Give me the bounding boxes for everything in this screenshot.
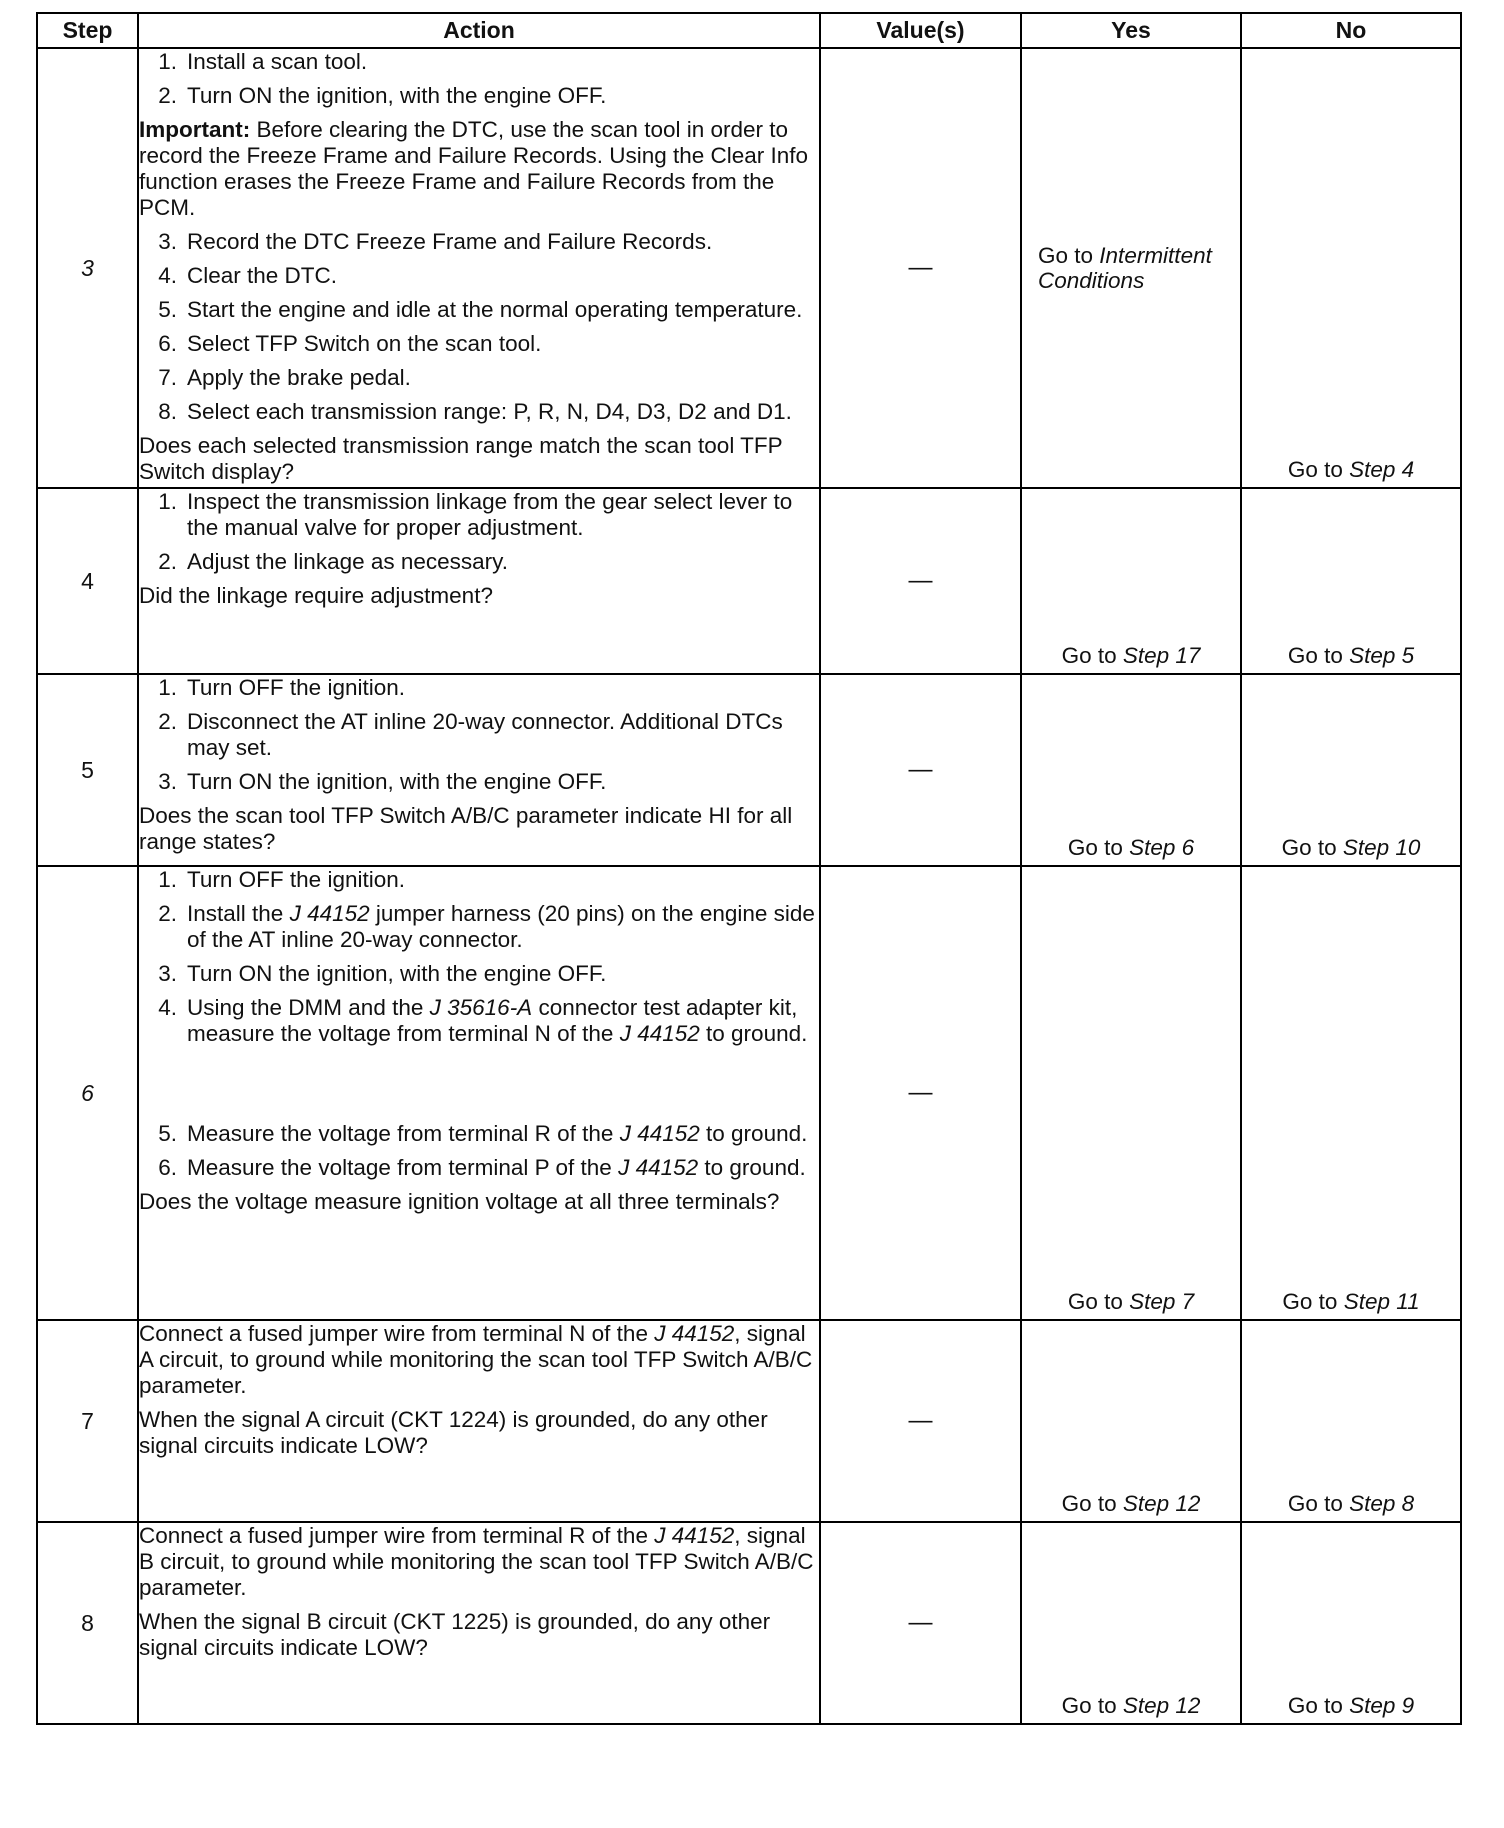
yes-outcome: Go to Step 12 [1061,1693,1201,1718]
action-cell [138,48,820,488]
list-item: 8. Select each transmission range: P, R, N, D4, D3, D2 and D1. [158,399,792,424]
table-row-step-3 [37,48,1461,488]
yes-outcome: Go to Step 17 [1061,643,1201,668]
action-cell [138,674,820,866]
list-item: 1. Install a scan tool. [158,49,368,74]
list-item: 4. Using the DMM and the J 35616-A connector test adapter kit, measure the voltage from terminal N of the J 44152 to ground. [158,995,808,1046]
yes-cell [1021,488,1241,674]
action-cell [138,1522,820,1724]
header-action: Action [138,13,820,48]
step-number: 3 [37,48,138,488]
no-outcome: Go to Step 4 [1287,457,1415,482]
table-row-step-5 [37,674,1461,866]
no-outcome: Go to Step 8 [1287,1491,1415,1516]
question: When the signal B circuit (CKT 1225) is grounded, do any other signal circuits indicate LOW? [139,1609,771,1660]
instruction: Connect a fused jumper wire from terminal R of the J 44152, signal B circuit, to ground while monitoring the scan tool TFP Switch A/B/C parameter. [139,1523,814,1600]
yes-cell [1021,48,1241,488]
list-item: 3. Record the DTC Freeze Frame and Failure Records. [158,229,713,254]
list-item: 2. Install the J 44152 jumper harness (20 pins) on the engine side of the AT inline 20-way connector. [158,901,815,952]
list-item: 3. Turn ON the ignition, with the engine OFF. [158,769,607,794]
step-number: 4 [37,488,138,674]
no-cell [1241,48,1461,488]
dash: — [908,1079,933,1106]
list-item: 3. Turn ON the ignition, with the engine OFF. [158,961,607,986]
step-number: 6 [37,866,138,1320]
question: When the signal A circuit (CKT 1224) is grounded, do any other signal circuits indicate LOW? [139,1407,768,1458]
list-item: 2. Disconnect the AT inline 20-way connector. Additional DTCs may set. [158,709,783,760]
action-cell [138,488,820,674]
list-item: 2. Adjust the linkage as necessary. [158,549,509,574]
header-row [37,13,1461,48]
value-cell [820,866,1021,1320]
action-cell [138,1320,820,1522]
question: Did the linkage require adjustment? [139,583,493,608]
no-outcome: Go to Step 9 [1287,1693,1415,1718]
value-cell [820,488,1021,674]
list-item: 1. Turn OFF the ignition. [158,867,406,892]
list-item: 6. Measure the voltage from terminal P of the J 44152 to ground. [158,1155,806,1180]
table-row-step-4 [37,488,1461,674]
step-number: 7 [37,1320,138,1522]
no-cell [1241,1320,1461,1522]
header-step: Step [37,13,138,48]
yes-cell [1021,674,1241,866]
dash: — [908,1609,933,1636]
step-number: 5 [37,674,138,866]
question: Does the scan tool TFP Switch A/B/C parameter indicate HI for all range states? [139,803,793,854]
step-number: 8 [37,1522,138,1724]
diagnostic-table [36,12,1462,1725]
action-cell [138,866,820,1320]
yes-outcome: Go to Intermittent Conditions [1038,243,1212,293]
list-item: 5. Start the engine and idle at the normal operating temperature. [158,297,803,322]
list-item: 5. Measure the voltage from terminal R of the J 44152 to ground. [158,1121,808,1146]
value-cell [820,1522,1021,1724]
no-outcome: Go to Step 5 [1287,643,1415,668]
value-cell [820,674,1021,866]
yes-cell [1021,866,1241,1320]
no-outcome: Go to Step 11 [1282,1289,1420,1314]
header-yes: Yes [1021,13,1241,48]
dash: — [908,756,933,783]
question: Does the voltage measure ignition voltage at all three terminals? [139,1189,780,1214]
dash: — [908,1407,933,1434]
table-row-step-8 [37,1522,1461,1724]
no-cell [1241,674,1461,866]
yes-cell [1021,1522,1241,1724]
table-row-step-7 [37,1320,1461,1522]
list-item: 1. Turn OFF the ignition. [158,675,406,700]
yes-cell [1021,1320,1241,1522]
list-item: 2. Turn ON the ignition, with the engine OFF. [158,83,607,108]
no-cell [1241,1522,1461,1724]
dash: — [908,254,933,281]
header-no: No [1241,13,1461,48]
no-cell [1241,866,1461,1320]
value-cell [820,1320,1021,1522]
dash: — [908,567,933,594]
instruction: Connect a fused jumper wire from terminal N of the J 44152, signal A circuit, to ground while monitoring the scan tool TFP Switch A/B/C parameter. [139,1321,813,1398]
no-outcome: Go to Step 10 [1281,835,1421,860]
no-cell [1241,488,1461,674]
list-item: 6. Select TFP Switch on the scan tool. [158,331,542,356]
header-values: Value(s) [820,13,1021,48]
list-item: 4. Clear the DTC. [158,263,338,288]
question: Does each selected transmission range match the scan tool TFP Switch display? [139,433,783,484]
yes-outcome: Go to Step 7 [1067,1289,1195,1314]
yes-outcome: Go to Step 6 [1067,835,1195,860]
important-note: Important: Before clearing the DTC, use the scan tool in order to record the Freeze Frame and Failure Records. Using the Clear Info function erases the Freeze Frame and Failure Records from the PCM. [139,117,809,220]
list-item: 7. Apply the brake pedal. [158,365,411,390]
value-cell [820,48,1021,488]
yes-outcome: Go to Step 12 [1061,1491,1201,1516]
table-row-step-6 [37,866,1461,1320]
list-item: 1. Inspect the transmission linkage from the gear select lever to the manual valve for proper adjustment. [158,489,793,540]
